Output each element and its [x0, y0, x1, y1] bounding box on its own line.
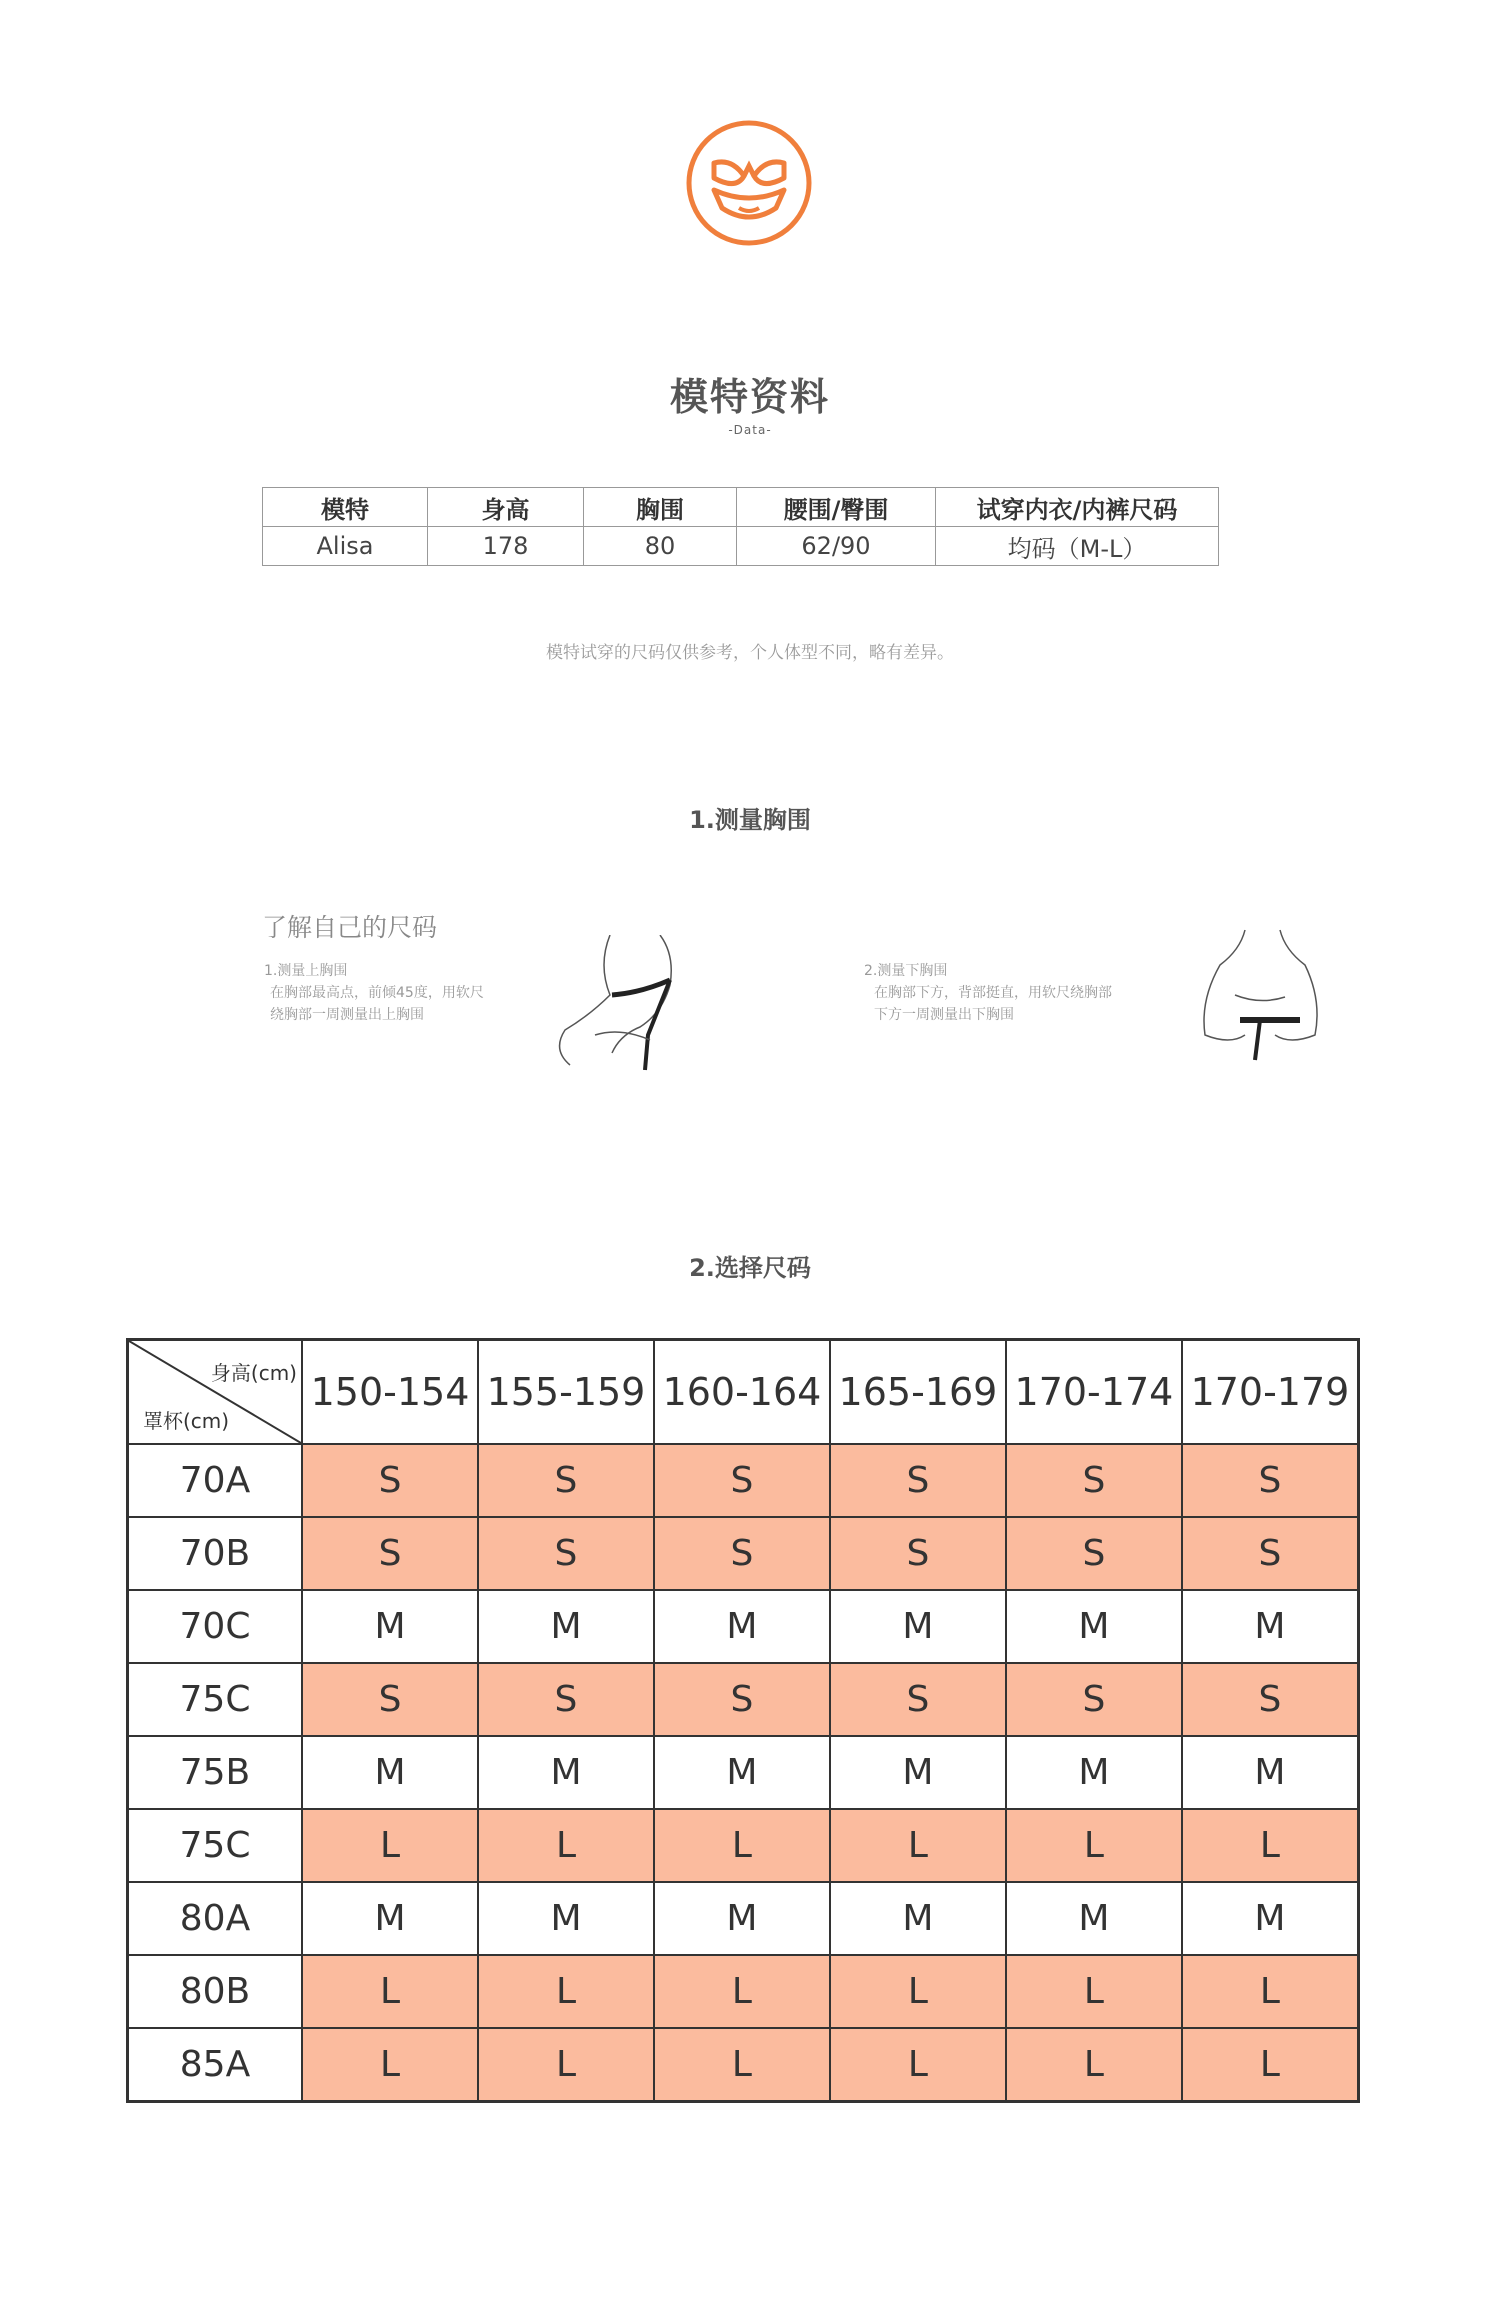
model-data-title: 模特资料: [669, 375, 830, 419]
step-2-head: 2.测量下胸围: [864, 963, 948, 979]
size-value-cell: S: [1006, 1517, 1182, 1590]
cup-size-label: 70B: [128, 1517, 303, 1590]
size-value-cell: L: [1182, 2028, 1359, 2102]
model-height: 178: [428, 527, 584, 566]
size-value-cell: S: [1182, 1517, 1359, 1590]
cup-size-label: 70C: [128, 1590, 303, 1663]
cup-size-label: 80B: [128, 1955, 303, 2028]
size-value-cell: L: [1006, 2028, 1182, 2102]
model-info-table: [262, 487, 1219, 566]
size-value-cell: M: [654, 1882, 830, 1955]
size-value-cell: S: [654, 1663, 830, 1736]
model-waist-hip: 62/90: [737, 527, 936, 566]
height-col-1: 150-154: [302, 1340, 478, 1445]
size-value-cell: S: [478, 1517, 654, 1590]
corner-height-label: 身高(cm): [210, 1361, 297, 1385]
size-value-cell: M: [830, 1882, 1006, 1955]
size-value-cell: L: [1182, 1809, 1359, 1882]
size-value-cell: M: [1182, 1882, 1359, 1955]
cup-size-label: 85A: [128, 2028, 303, 2102]
size-value-cell: S: [654, 1444, 830, 1517]
size-value-cell: S: [478, 1663, 654, 1736]
cup-size-label: 75B: [128, 1736, 303, 1809]
height-col-6: 170-179: [1182, 1340, 1359, 1445]
size-value-cell: M: [478, 1736, 654, 1809]
size-row: [128, 1444, 1359, 1517]
size-row: [128, 1882, 1359, 1955]
step-1-line-2: 绕胸部一周测量出上胸围: [270, 1007, 424, 1023]
size-row: [128, 1590, 1359, 1663]
size-value-cell: M: [302, 1882, 478, 1955]
size-value-cell: M: [302, 1590, 478, 1663]
size-row: [128, 1517, 1359, 1590]
choose-size-title: 2.选择尺码: [689, 1254, 811, 1282]
size-value-cell: L: [302, 1809, 478, 1882]
header-bust: 胸围: [584, 488, 737, 527]
height-col-4: 165-169: [830, 1340, 1006, 1445]
size-value-cell: M: [1182, 1590, 1359, 1663]
measure-step-1: [264, 960, 484, 1026]
size-value-cell: L: [654, 2028, 830, 2102]
size-value-cell: M: [654, 1736, 830, 1809]
cup-size-label: 80A: [128, 1882, 303, 1955]
measure-bust-title: 1.测量胸围: [689, 806, 811, 834]
height-col-5: 170-174: [1006, 1340, 1182, 1445]
size-value-cell: L: [654, 1809, 830, 1882]
size-value-cell: S: [302, 1444, 478, 1517]
size-header-row: [128, 1340, 1359, 1445]
size-value-cell: L: [830, 1955, 1006, 2028]
size-row: [128, 2028, 1359, 2102]
model-table-row: [263, 527, 1219, 566]
size-row: [128, 1809, 1359, 1882]
size-value-cell: L: [1006, 1955, 1182, 2028]
know-your-size-title: 了解自己的尺码: [262, 913, 438, 942]
size-value-cell: L: [478, 2028, 654, 2102]
size-value-cell: S: [830, 1517, 1006, 1590]
size-value-cell: M: [1182, 1736, 1359, 1809]
size-value-cell: M: [654, 1590, 830, 1663]
header-model: 模特: [263, 488, 428, 527]
step-1-head: 1.测量上胸围: [264, 963, 348, 979]
size-value-cell: L: [478, 1809, 654, 1882]
size-value-cell: S: [302, 1517, 478, 1590]
height-col-3: 160-164: [654, 1340, 830, 1445]
size-value-cell: L: [302, 2028, 478, 2102]
measure-step-2: [864, 960, 1112, 1026]
size-value-cell: L: [1006, 1809, 1182, 1882]
model-data-subtitle: -Data-: [728, 423, 772, 437]
step-1-line-1: 在胸部最高点，前倾45度，用软尺: [270, 985, 484, 1001]
size-value-cell: S: [1006, 1444, 1182, 1517]
model-table-header-row: [263, 488, 1219, 527]
upper-bust-figure-icon: [550, 935, 690, 1075]
height-col-2: 155-159: [478, 1340, 654, 1445]
size-value-cell: S: [1182, 1444, 1359, 1517]
size-value-cell: S: [478, 1444, 654, 1517]
header-height: 身高: [428, 488, 584, 527]
size-value-cell: M: [1006, 1736, 1182, 1809]
size-value-cell: L: [830, 2028, 1006, 2102]
size-value-cell: M: [1006, 1590, 1182, 1663]
header-waist-hip: 腰围/臀围: [737, 488, 936, 527]
cup-size-label: 75C: [128, 1663, 303, 1736]
corner-cup-label: 罩杯(cm): [143, 1409, 230, 1433]
corner-header-cell: [128, 1340, 303, 1445]
size-value-cell: S: [830, 1444, 1006, 1517]
size-row: [128, 1663, 1359, 1736]
size-chart-table: [126, 1338, 1360, 2103]
model-bust: 80: [584, 527, 737, 566]
size-value-cell: S: [302, 1663, 478, 1736]
cup-size-label: 70A: [128, 1444, 303, 1517]
size-value-cell: L: [830, 1809, 1006, 1882]
size-row: [128, 1736, 1359, 1809]
size-value-cell: S: [830, 1663, 1006, 1736]
step-2-line-2: 下方一周测量出下胸围: [874, 1007, 1014, 1023]
size-value-cell: M: [478, 1882, 654, 1955]
model-size-note: 模特试穿的尺码仅供参考，个人体型不同，略有差异。: [546, 643, 954, 663]
cup-size-label: 75C: [128, 1809, 303, 1882]
bra-logo-icon: [684, 118, 814, 248]
size-value-cell: S: [1006, 1663, 1182, 1736]
size-row: [128, 1955, 1359, 2028]
size-value-cell: L: [654, 1955, 830, 2028]
size-value-cell: M: [830, 1736, 1006, 1809]
size-value-cell: M: [1006, 1882, 1182, 1955]
size-value-cell: S: [654, 1517, 830, 1590]
size-value-cell: L: [1182, 1955, 1359, 2028]
model-trial-size: 均码（M-L）: [936, 527, 1219, 566]
size-table-body: [128, 1444, 1359, 2102]
model-name: Alisa: [263, 527, 428, 566]
size-value-cell: M: [302, 1736, 478, 1809]
size-value-cell: L: [478, 1955, 654, 2028]
header-trial-size: 试穿内衣/内裤尺码: [936, 488, 1219, 527]
size-value-cell: M: [830, 1590, 1006, 1663]
size-value-cell: S: [1182, 1663, 1359, 1736]
size-value-cell: L: [302, 1955, 478, 2028]
under-bust-figure-icon: [1190, 925, 1330, 1065]
step-2-line-1: 在胸部下方，背部挺直，用软尺绕胸部: [874, 985, 1112, 1001]
size-value-cell: M: [478, 1590, 654, 1663]
